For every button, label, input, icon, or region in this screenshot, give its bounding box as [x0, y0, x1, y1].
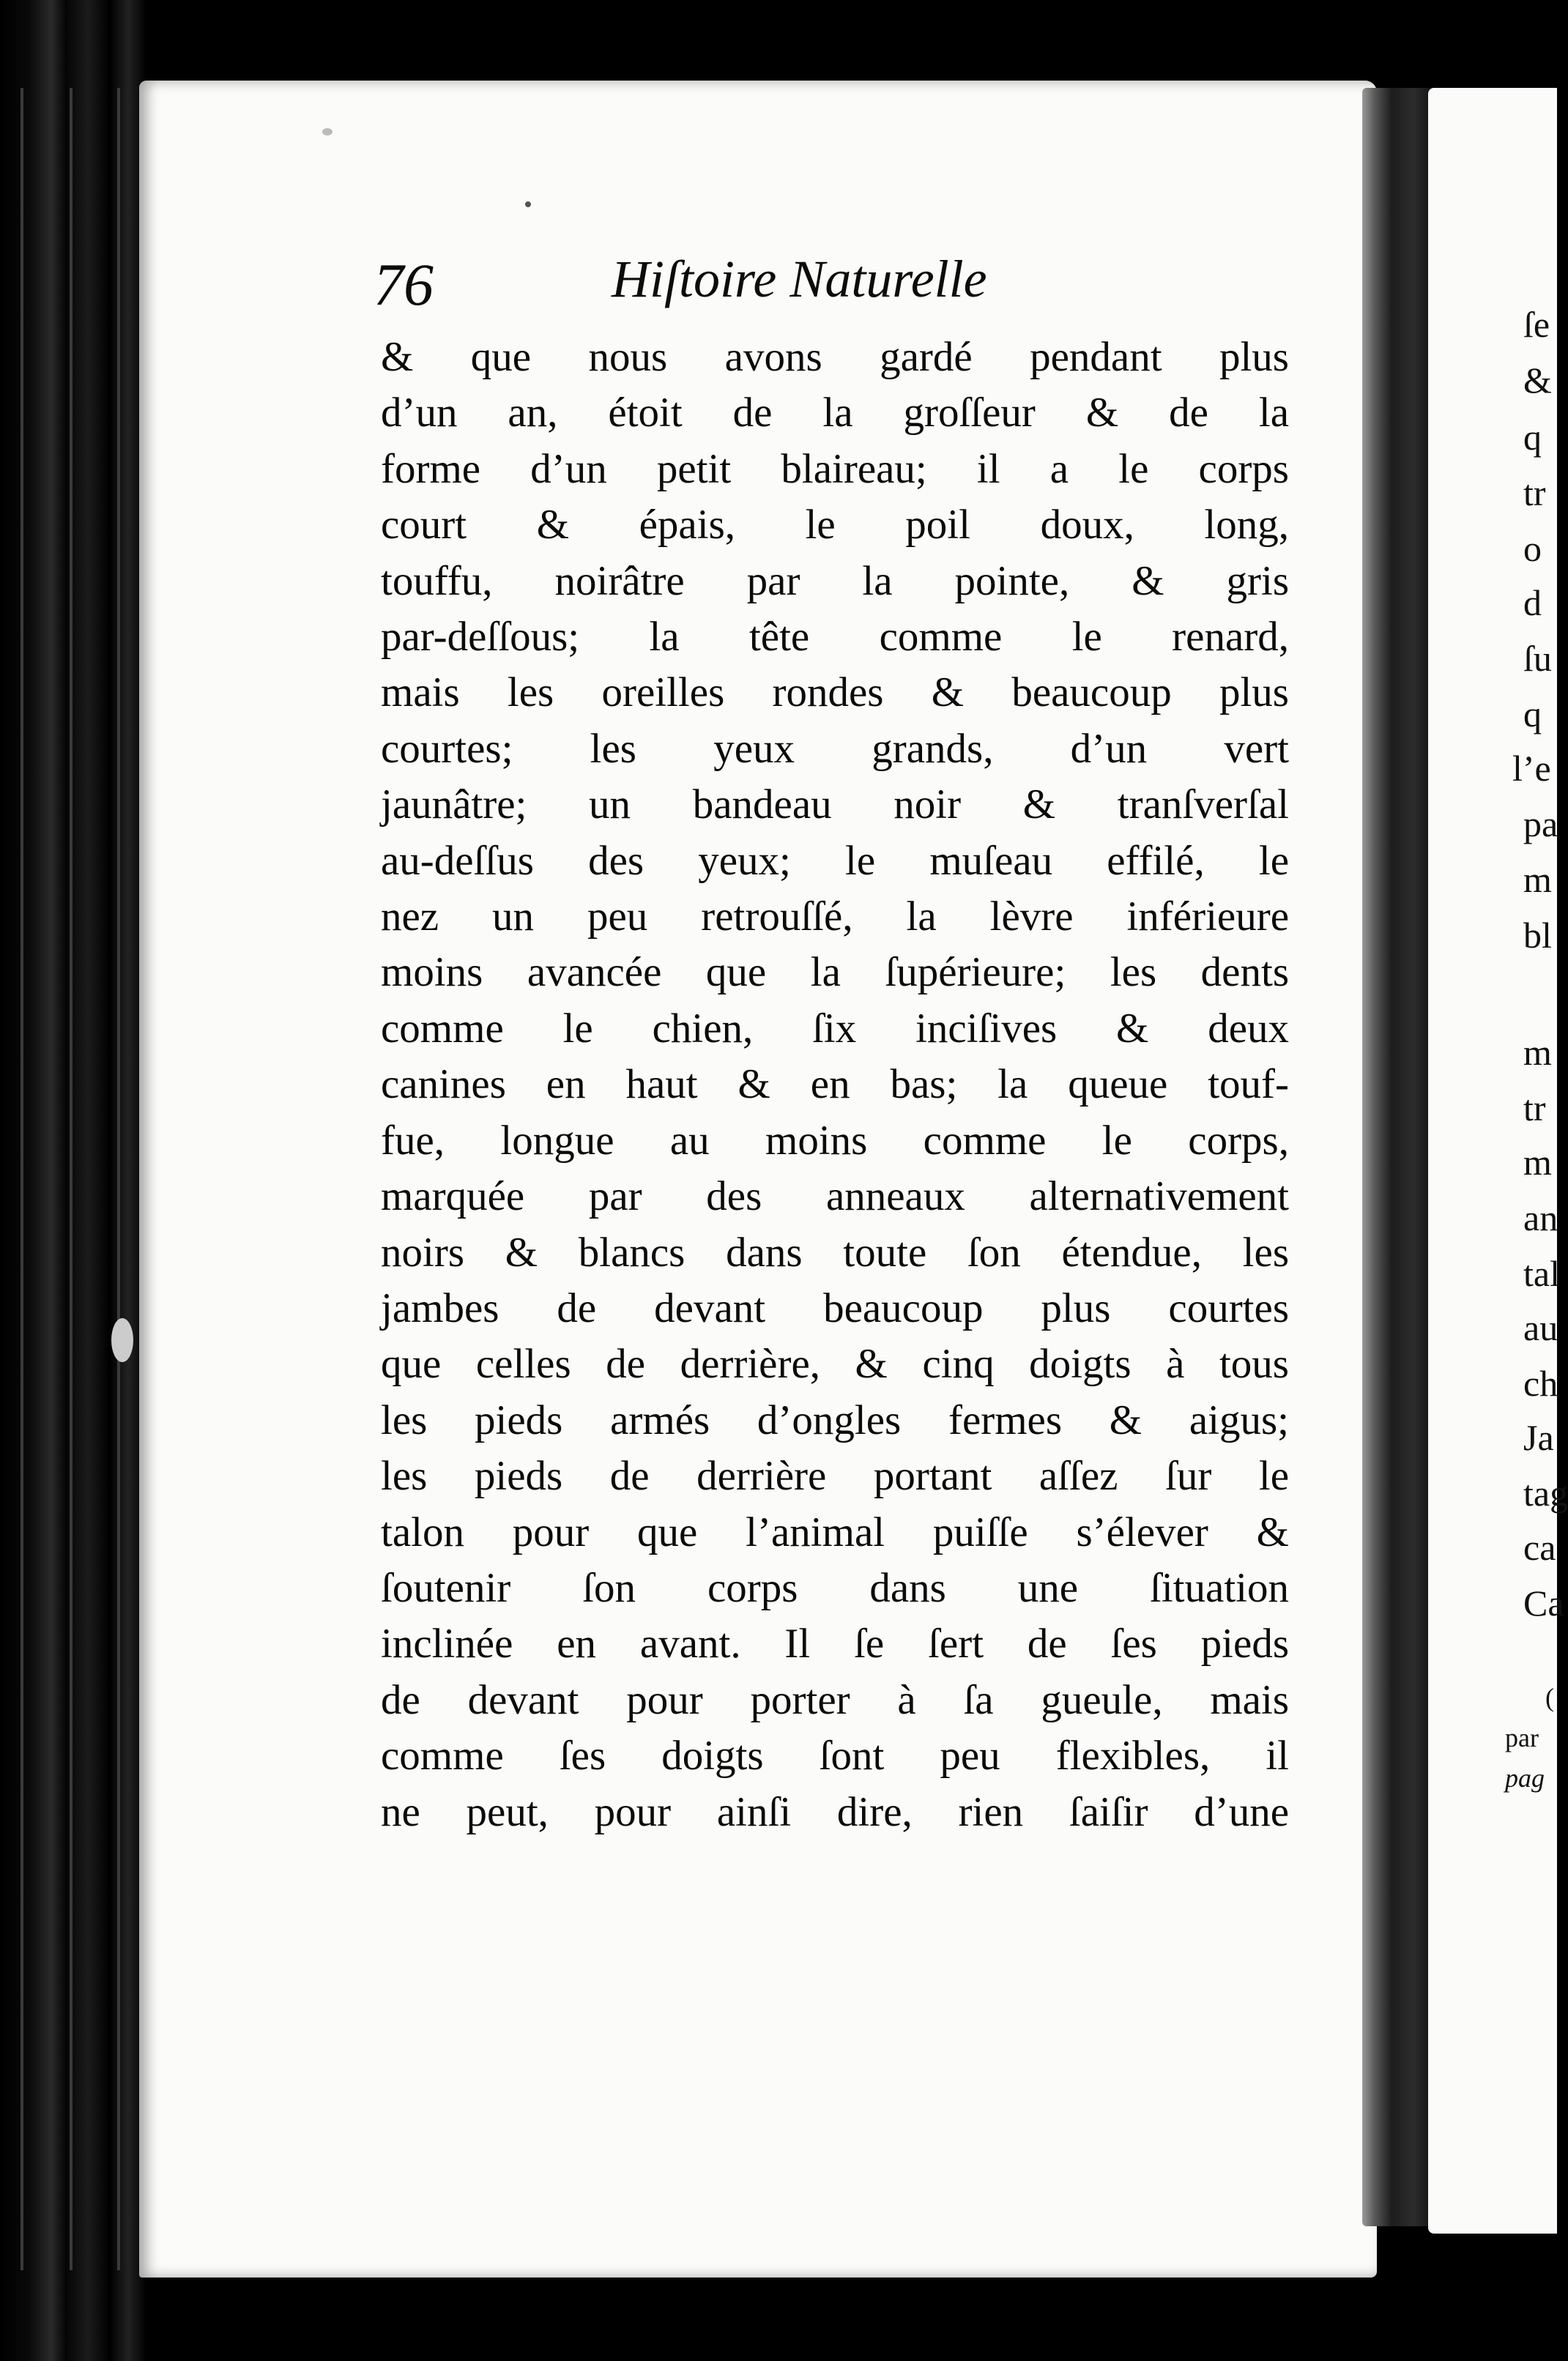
ink-speck — [525, 201, 531, 207]
text-line: moins avancée que la ſupérieure; les dents — [381, 949, 1289, 996]
text-line: marquée par des anneaux alternativement — [381, 1173, 1289, 1220]
text-line: ne peut, pour ainſi dire, rien ſaiſir d’une — [381, 1788, 1289, 1835]
text-line: & que nous avons gardé pendant plus — [381, 334, 1289, 380]
next-page-fragment: ch — [1523, 1363, 1558, 1404]
text-line: de devant pour porter à ſa gueule, mais — [381, 1676, 1289, 1723]
text-line: par-deſſous; la tête comme le renard, — [381, 614, 1289, 661]
text-line: canines en haut & en bas; la queue touf- — [381, 1061, 1289, 1108]
text-line: les pieds de derrière portant aſſez ſur le — [381, 1453, 1289, 1500]
right-page-edge — [1428, 88, 1568, 2234]
next-page-fragment: tal — [1523, 1253, 1560, 1294]
next-page-fragment: pa — [1523, 803, 1558, 844]
next-page-fragment: q — [1523, 694, 1542, 735]
next-page-fragment: m — [1523, 859, 1552, 900]
next-page-fragment: m — [1523, 1142, 1552, 1183]
next-page-fragment: tag — [1523, 1473, 1568, 1514]
next-page-fragment: o — [1523, 528, 1542, 569]
next-page-footnote-fragment: par — [1505, 1723, 1539, 1752]
page-tear — [111, 1318, 133, 1362]
text-line: forme d’un petit blaireau; il a le corps — [381, 445, 1289, 492]
text-line: que celles de derrière, & cinq doigts à tous — [381, 1341, 1289, 1388]
next-page-fragment: Ca — [1523, 1583, 1564, 1624]
next-page-fragment: ſe — [1523, 304, 1550, 345]
next-page-fragment: Ja — [1523, 1417, 1554, 1458]
page-number: 76 — [374, 251, 434, 318]
text-line: mais les oreilles rondes & beaucoup plus — [381, 669, 1289, 716]
text-line: les pieds armés d’ongles fermes & aigus; — [381, 1397, 1289, 1443]
spine-edge — [21, 88, 23, 2270]
next-page-fragment: an — [1523, 1197, 1558, 1238]
next-page-fragment: au — [1523, 1307, 1558, 1348]
next-page-fragment: l’e — [1512, 748, 1551, 789]
ink-speck — [322, 128, 332, 135]
text-line: comme ſes doigts ſont peu flexibles, il — [381, 1733, 1289, 1780]
text-line: d’un an, étoit de la groſſeur & de la — [381, 390, 1289, 436]
text-line: jaunâtre; un bandeau noir & tranſverſal — [381, 781, 1289, 828]
text-line: au-deſſus des yeux; le muſeau effilé, le — [381, 837, 1289, 884]
next-page-fragment: ca — [1523, 1527, 1556, 1568]
text-line: touffu, noirâtre par la pointe, & gris — [381, 557, 1289, 604]
next-page-fragment: tr — [1523, 1087, 1546, 1129]
spine-edge — [70, 88, 73, 2270]
text-line: talon pour que l’animal puiſſe s’élever & — [381, 1509, 1289, 1555]
next-page-footnote-fragment: ( — [1545, 1683, 1554, 1712]
text-line: comme le chien, ſix inciſives & deux — [381, 1005, 1289, 1052]
next-page-fragment: ſu — [1523, 638, 1552, 679]
next-page-fragment: bl — [1523, 915, 1552, 956]
text-line: court & épais, le poil doux, long, — [381, 502, 1289, 549]
body-text — [381, 330, 1289, 1840]
next-page-fragment: tr — [1523, 472, 1546, 513]
text-line: noirs & blancs dans toute ſon étendue, les — [381, 1229, 1289, 1276]
next-page-fragment: d — [1523, 582, 1542, 623]
text-line: nez un peu retrouſſé, la lèvre inférieure — [381, 893, 1289, 940]
spine-edge — [117, 88, 120, 2270]
running-head: Hiſtoire Naturelle — [612, 250, 987, 308]
text-line: fue, longue au moins comme le corps, — [381, 1117, 1289, 1164]
book-spine — [0, 0, 146, 2361]
next-page-fragment: & — [1523, 360, 1552, 401]
text-line: jambes de devant beaucoup plus courtes — [381, 1284, 1289, 1331]
text-line: courtes; les yeux grands, d’un vert — [381, 725, 1289, 772]
next-page-fragment: q — [1523, 417, 1542, 458]
next-page-footnote-fragment: pag — [1505, 1763, 1545, 1793]
text-line: ſoutenir ſon corps dans une ſituation — [381, 1564, 1289, 1611]
next-page-fragment: m — [1523, 1032, 1552, 1073]
text-line: inclinée en avant. Il ſe ſert de ſes pieds — [381, 1621, 1289, 1667]
